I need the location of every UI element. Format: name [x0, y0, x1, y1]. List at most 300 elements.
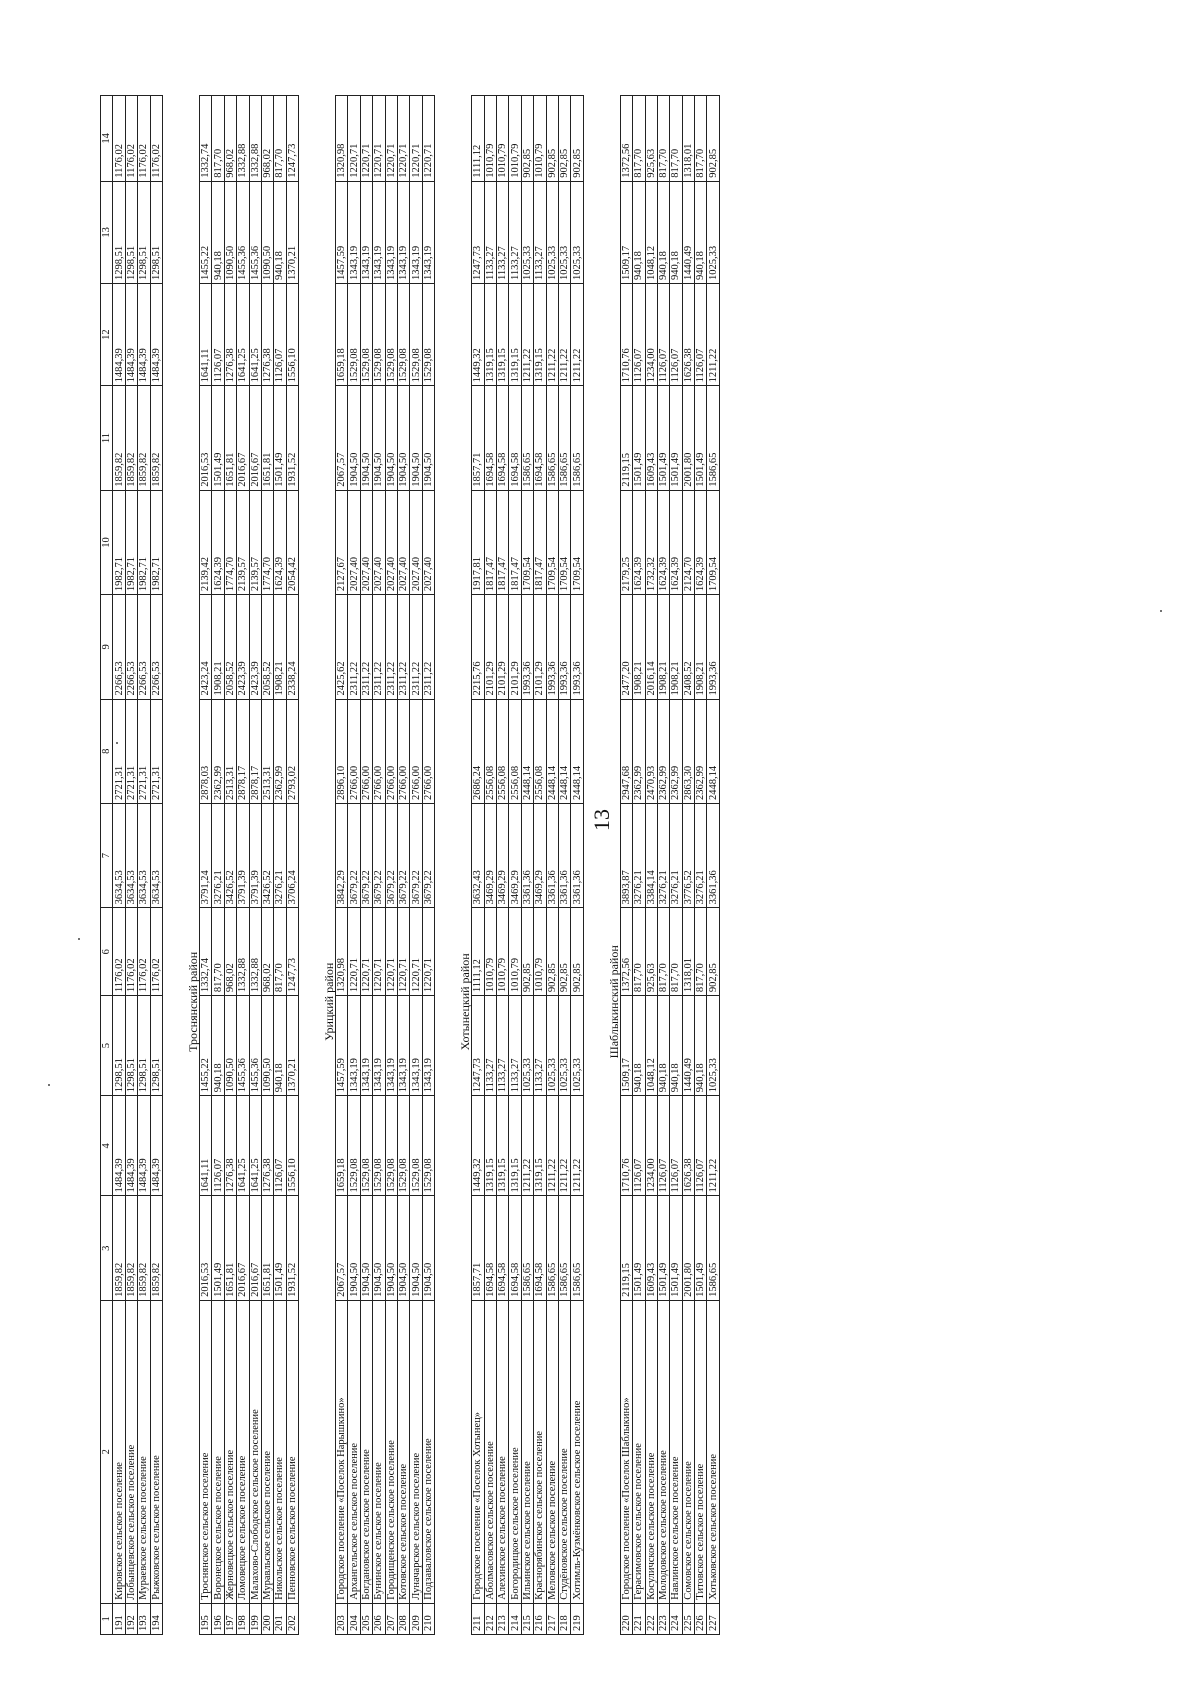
- value-cell: 2408,52: [682, 595, 694, 699]
- value-cell: 2513,31: [224, 699, 236, 803]
- row-number: 196: [212, 1603, 224, 1634]
- value-cell: 1529,08: [422, 1096, 434, 1196]
- value-cell: 2127,67: [336, 490, 348, 594]
- value-cell: 1908,21: [657, 595, 669, 699]
- value-cell: 2311,22: [398, 595, 410, 699]
- value-cell: 1025,33: [558, 181, 570, 283]
- value-cell: 1220,71: [385, 96, 397, 182]
- value-cell: 1501,49: [695, 1196, 707, 1300]
- column-number: 11: [101, 386, 113, 490]
- row-number: 211: [472, 1603, 484, 1634]
- value-cell: 1859,82: [138, 1196, 150, 1300]
- table-row: [224, 96, 236, 1635]
- table-row: [360, 96, 372, 1635]
- table-row: [373, 96, 385, 1635]
- value-cell: 1904,50: [398, 386, 410, 490]
- value-cell: 2016,67: [249, 386, 261, 490]
- value-cell: 3276,21: [657, 803, 669, 907]
- column-number: 4: [101, 1096, 113, 1196]
- value-cell: 925,63: [645, 908, 657, 996]
- value-cell: 2266,53: [150, 595, 162, 699]
- value-cell: 2016,53: [199, 1196, 211, 1300]
- value-cell: 2362,99: [212, 699, 224, 803]
- value-cell: 1529,08: [360, 1096, 372, 1196]
- table-row: [398, 96, 410, 1635]
- value-cell: 1641,25: [249, 1096, 261, 1196]
- value-cell: 1220,71: [422, 908, 434, 996]
- settlement-name: Мураевское сельское поселение: [138, 1300, 150, 1603]
- row-number: 192: [125, 1603, 137, 1634]
- value-cell: 1318,01: [682, 96, 694, 182]
- value-cell: 2311,22: [348, 595, 360, 699]
- value-cell: 1318,01: [682, 908, 694, 996]
- table-row: [484, 96, 496, 1635]
- value-cell: 1332,74: [199, 908, 211, 996]
- value-cell: 925,63: [645, 96, 657, 182]
- column-number: 3: [101, 1196, 113, 1300]
- value-cell: 1817,47: [484, 490, 496, 594]
- value-cell: 1298,51: [138, 996, 150, 1096]
- value-cell: 1931,52: [286, 1196, 298, 1300]
- value-cell: 2027,40: [373, 490, 385, 594]
- settlement-name: Студёновское сельское поселение: [558, 1300, 570, 1603]
- value-cell: 1319,15: [496, 284, 508, 386]
- column-number: 14: [101, 96, 113, 182]
- value-cell: 1090,50: [224, 996, 236, 1096]
- value-cell: 1484,39: [113, 1096, 125, 1196]
- value-cell: 968,02: [224, 96, 236, 182]
- row-number: 202: [286, 1603, 298, 1634]
- row-number: 214: [509, 1603, 521, 1634]
- value-cell: 1641,25: [249, 284, 261, 386]
- rotated-table-container: [100, 95, 850, 1635]
- value-cell: 1370,21: [286, 996, 298, 1096]
- row-number: 221: [633, 1603, 645, 1634]
- value-cell: 1651,81: [261, 386, 273, 490]
- table-row: [558, 96, 570, 1635]
- row-number: 224: [670, 1603, 682, 1634]
- value-cell: 1641,25: [237, 284, 249, 386]
- value-cell: 1904,50: [360, 1196, 372, 1300]
- value-cell: 1010,79: [484, 908, 496, 996]
- value-cell: 1624,39: [670, 490, 682, 594]
- value-cell: 1732,32: [645, 490, 657, 594]
- value-cell: 1126,07: [212, 1096, 224, 1196]
- value-cell: 1484,39: [138, 284, 150, 386]
- column-number: 13: [101, 181, 113, 283]
- value-cell: 3276,21: [212, 803, 224, 907]
- value-cell: 1904,50: [422, 386, 434, 490]
- value-cell: 2119,15: [620, 386, 632, 490]
- value-cell: 1025,33: [558, 996, 570, 1096]
- value-cell: 1509,17: [620, 996, 632, 1096]
- settlement-name: Титовское сельское поселение: [695, 1300, 707, 1603]
- value-cell: 1982,71: [138, 490, 150, 594]
- value-cell: 1641,25: [237, 1096, 249, 1196]
- header-row: [101, 96, 113, 1635]
- row-number: 213: [496, 1603, 508, 1634]
- table-row: [348, 96, 360, 1635]
- value-cell: 1126,07: [274, 284, 286, 386]
- value-cell: 2001,80: [682, 386, 694, 490]
- value-cell: 3679,22: [360, 803, 372, 907]
- value-cell: 1624,39: [633, 490, 645, 594]
- value-cell: 3679,22: [410, 803, 422, 907]
- value-cell: 2470,93: [645, 699, 657, 803]
- value-cell: 1709,54: [558, 490, 570, 594]
- table-row: [410, 96, 422, 1635]
- value-cell: 3842,29: [336, 803, 348, 907]
- value-cell: 1982,71: [125, 490, 137, 594]
- value-cell: 1710,76: [620, 1096, 632, 1196]
- value-cell: 1176,02: [138, 96, 150, 182]
- value-cell: 2947,68: [620, 699, 632, 803]
- value-cell: 1220,71: [360, 908, 372, 996]
- value-cell: 1111,12: [472, 908, 484, 996]
- value-cell: 1904,50: [373, 1196, 385, 1300]
- table-row: [237, 96, 249, 1635]
- spacer-cell: [583, 96, 608, 1635]
- value-cell: 2425,62: [336, 595, 348, 699]
- value-cell: 1370,21: [286, 181, 298, 283]
- value-cell: 2686,24: [472, 699, 484, 803]
- value-cell: 1343,19: [373, 181, 385, 283]
- row-number: 209: [410, 1603, 422, 1634]
- value-cell: 1694,58: [509, 1196, 521, 1300]
- value-cell: 2058,52: [261, 595, 273, 699]
- value-cell: 2338,24: [286, 595, 298, 699]
- value-cell: 1133,27: [484, 996, 496, 1096]
- value-cell: 1126,07: [657, 1096, 669, 1196]
- value-cell: 1694,58: [509, 386, 521, 490]
- value-cell: 1651,81: [224, 1196, 236, 1300]
- value-cell: 3791,39: [249, 803, 261, 907]
- value-cell: 2179,25: [620, 490, 632, 594]
- row-number: 200: [261, 1603, 273, 1634]
- value-cell: 1694,58: [484, 386, 496, 490]
- value-cell: 1211,22: [521, 284, 533, 386]
- value-cell: 1455,22: [199, 181, 211, 283]
- row-number: 212: [484, 1603, 496, 1634]
- value-cell: 1982,71: [150, 490, 162, 594]
- tariff-table: [100, 95, 720, 1635]
- value-cell: 1904,50: [373, 386, 385, 490]
- value-cell: 2362,99: [633, 699, 645, 803]
- value-cell: 1133,27: [496, 181, 508, 283]
- value-cell: 1025,33: [546, 181, 558, 283]
- value-cell: 1857,71: [472, 386, 484, 490]
- page-number: 13: [589, 809, 614, 831]
- value-cell: 1211,22: [546, 284, 558, 386]
- value-cell: 1372,56: [620, 908, 632, 996]
- value-cell: 1586,65: [707, 1196, 719, 1300]
- settlement-name: Жерновецкое сельское поселение: [224, 1300, 236, 1603]
- value-cell: 1556,10: [286, 1096, 298, 1196]
- value-cell: 1484,39: [125, 1096, 137, 1196]
- table-row: [633, 96, 645, 1635]
- row-number: 222: [645, 1603, 657, 1634]
- row-number: 199: [249, 1603, 261, 1634]
- value-cell: 1343,19: [348, 181, 360, 283]
- value-cell: 3361,36: [521, 803, 533, 907]
- value-cell: 3634,53: [125, 803, 137, 907]
- district-lead: [187, 1096, 200, 1635]
- value-cell: 2266,53: [113, 595, 125, 699]
- value-cell: 1343,19: [348, 996, 360, 1096]
- value-cell: 1298,51: [150, 181, 162, 283]
- value-cell: 1220,71: [398, 96, 410, 182]
- value-cell: 3469,29: [534, 803, 546, 907]
- value-cell: 1220,71: [422, 96, 434, 182]
- value-cell: 1694,58: [496, 1196, 508, 1300]
- settlement-name: Навлинское сельское поселение: [670, 1300, 682, 1603]
- settlement-name: Городищенское сельское поселение: [385, 1300, 397, 1603]
- value-cell: 1904,50: [348, 386, 360, 490]
- table-row: [249, 96, 261, 1635]
- value-cell: 1709,54: [571, 490, 583, 594]
- value-cell: 1904,50: [348, 1196, 360, 1300]
- column-number: 10: [101, 490, 113, 594]
- value-cell: 1176,02: [138, 908, 150, 996]
- value-cell: 1133,27: [534, 181, 546, 283]
- value-cell: 1529,08: [373, 284, 385, 386]
- value-cell: 2139,57: [237, 490, 249, 594]
- value-cell: 1641,11: [199, 284, 211, 386]
- value-cell: 3384,14: [645, 803, 657, 907]
- value-cell: 3469,29: [509, 803, 521, 907]
- value-cell: 1586,65: [521, 386, 533, 490]
- value-cell: 3632,43: [472, 803, 484, 907]
- value-cell: 1694,58: [496, 386, 508, 490]
- value-cell: 2793,02: [286, 699, 298, 803]
- value-cell: 3426,52: [261, 803, 273, 907]
- value-cell: 940,18: [670, 996, 682, 1096]
- value-cell: 817,70: [657, 908, 669, 996]
- value-cell: 1220,71: [373, 908, 385, 996]
- value-cell: 1298,51: [113, 996, 125, 1096]
- table-row: [670, 96, 682, 1635]
- value-cell: 2311,22: [410, 595, 422, 699]
- value-cell: 1319,15: [484, 1096, 496, 1196]
- settlement-name: Аболмасовское сельское поселение: [484, 1300, 496, 1603]
- settlement-name: Троснянское сельское поселение: [199, 1300, 211, 1603]
- value-cell: 817,70: [633, 908, 645, 996]
- settlement-name: Молодовское сельское поселение: [657, 1300, 669, 1603]
- value-cell: 1220,71: [348, 908, 360, 996]
- value-cell: 2027,40: [385, 490, 397, 594]
- spacer-cell: [299, 96, 324, 1635]
- group-spacer: [435, 96, 460, 1635]
- value-cell: 1332,88: [249, 96, 261, 182]
- value-cell: 2721,31: [113, 699, 125, 803]
- value-cell: 2423,39: [237, 595, 249, 699]
- value-cell: 902,85: [707, 96, 719, 182]
- table-row: [286, 96, 298, 1635]
- scan-speck: [78, 938, 80, 940]
- value-cell: 1859,82: [150, 1196, 162, 1300]
- value-cell: 1220,71: [410, 908, 422, 996]
- value-cell: 1993,36: [707, 595, 719, 699]
- settlement-name: Котовское сельское поселение: [398, 1300, 410, 1603]
- value-cell: 1586,65: [546, 1196, 558, 1300]
- value-cell: 940,18: [633, 181, 645, 283]
- settlement-name: Ломовецкое сельское поселение: [237, 1300, 249, 1603]
- value-cell: 2266,53: [125, 595, 137, 699]
- value-cell: 1651,81: [224, 386, 236, 490]
- table-row: [546, 96, 558, 1635]
- value-cell: 1694,58: [534, 1196, 546, 1300]
- column-number: 12: [101, 284, 113, 386]
- scan-speck: [1160, 610, 1162, 612]
- value-cell: 1904,50: [410, 386, 422, 490]
- row-number: 220: [620, 1603, 632, 1634]
- row-number: 203: [336, 1603, 348, 1634]
- value-cell: 1694,58: [484, 1196, 496, 1300]
- spacer-cell: [435, 96, 460, 1635]
- value-cell: 1298,51: [138, 181, 150, 283]
- value-cell: 1343,19: [385, 996, 397, 1096]
- value-cell: 902,85: [521, 908, 533, 996]
- value-cell: 2101,29: [484, 595, 496, 699]
- value-cell: 1904,50: [385, 386, 397, 490]
- value-cell: 1455,36: [249, 181, 261, 283]
- value-cell: 1319,15: [534, 284, 546, 386]
- value-cell: 817,70: [657, 96, 669, 182]
- value-cell: 2067,57: [336, 386, 348, 490]
- value-cell: 1133,27: [534, 996, 546, 1096]
- value-cell: 1276,38: [224, 1096, 236, 1196]
- value-cell: 940,18: [212, 996, 224, 1096]
- value-cell: 1133,27: [509, 181, 521, 283]
- value-cell: 1220,71: [373, 96, 385, 182]
- value-cell: 1048,12: [645, 181, 657, 283]
- value-cell: 1484,39: [125, 284, 137, 386]
- value-cell: 1586,65: [558, 386, 570, 490]
- value-cell: 1774,70: [261, 490, 273, 594]
- value-cell: 2058,52: [224, 595, 236, 699]
- value-cell: 1908,21: [670, 595, 682, 699]
- value-cell: 902,85: [707, 908, 719, 996]
- settlement-name: Муравльское сельское поселение: [261, 1300, 273, 1603]
- value-cell: 1529,08: [422, 284, 434, 386]
- settlement-name: Хотимль-Кузмёнковское сельское поселение: [571, 1300, 583, 1603]
- value-cell: 902,85: [521, 96, 533, 182]
- table-row: [496, 96, 508, 1635]
- value-cell: 2766,00: [398, 699, 410, 803]
- table-row: [113, 96, 125, 1635]
- value-cell: 3276,21: [274, 803, 286, 907]
- value-cell: 1641,11: [199, 1096, 211, 1196]
- value-cell: 1133,27: [496, 996, 508, 1096]
- value-cell: 2513,31: [261, 699, 273, 803]
- value-cell: 940,18: [274, 996, 286, 1096]
- value-cell: 3361,36: [571, 803, 583, 907]
- value-cell: 1234,00: [645, 1096, 657, 1196]
- value-cell: 1010,79: [496, 908, 508, 996]
- value-cell: 1343,19: [360, 996, 372, 1096]
- value-cell: 1211,22: [558, 284, 570, 386]
- value-cell: 1220,71: [385, 908, 397, 996]
- value-cell: 1609,43: [645, 1196, 657, 1300]
- column-number: 9: [101, 595, 113, 699]
- value-cell: 1904,50: [410, 1196, 422, 1300]
- value-cell: 1126,07: [670, 284, 682, 386]
- district-trail: [187, 96, 200, 908]
- value-cell: 2124,70: [682, 490, 694, 594]
- value-cell: 1586,65: [558, 1196, 570, 1300]
- settlement-name: Алехинское сельское поселение: [496, 1300, 508, 1603]
- value-cell: 1320,98: [336, 96, 348, 182]
- value-cell: 2054,42: [286, 490, 298, 594]
- value-cell: 3361,36: [546, 803, 558, 907]
- district-name: Шаблыкинский район: [606, 945, 621, 1059]
- row-number: 226: [695, 1603, 707, 1634]
- value-cell: 1609,43: [645, 386, 657, 490]
- group-spacer: [583, 96, 608, 1635]
- value-cell: 1501,49: [670, 1196, 682, 1300]
- row-number: 218: [558, 1603, 570, 1634]
- value-cell: 2448,14: [707, 699, 719, 803]
- district-heading-row: [608, 96, 621, 1635]
- value-cell: 1025,33: [707, 181, 719, 283]
- value-cell: 1501,49: [212, 1196, 224, 1300]
- value-cell: 1659,18: [336, 1096, 348, 1196]
- table-body: [101, 96, 720, 1635]
- district-trail: [323, 96, 336, 908]
- value-cell: 1455,36: [237, 996, 249, 1096]
- value-cell: 1624,39: [212, 490, 224, 594]
- value-cell: 3469,29: [496, 803, 508, 907]
- value-cell: 1904,50: [398, 1196, 410, 1300]
- row-number: 225: [682, 1603, 694, 1634]
- value-cell: 1626,38: [682, 284, 694, 386]
- value-cell: 2721,31: [138, 699, 150, 803]
- value-cell: 1010,79: [509, 908, 521, 996]
- value-cell: 2878,17: [249, 699, 261, 803]
- value-cell: 1343,19: [360, 181, 372, 283]
- value-cell: 2448,14: [546, 699, 558, 803]
- value-cell: 2863,30: [682, 699, 694, 803]
- value-cell: 1133,27: [484, 181, 496, 283]
- value-cell: 1010,79: [534, 96, 546, 182]
- value-cell: 1529,08: [360, 284, 372, 386]
- district-name: Хотынецкий район: [458, 953, 473, 1051]
- value-cell: 1247,73: [286, 96, 298, 182]
- settlement-name: Архангельское сельское поселение: [348, 1300, 360, 1603]
- settlement-name: Хотьковское сельское поселение: [707, 1300, 719, 1603]
- table-row: [509, 96, 521, 1635]
- value-cell: 1586,65: [707, 386, 719, 490]
- value-cell: 1457,59: [336, 996, 348, 1096]
- value-cell: 1010,79: [484, 96, 496, 182]
- value-cell: 1908,21: [212, 595, 224, 699]
- district-trail: [459, 96, 472, 908]
- value-cell: 2766,00: [422, 699, 434, 803]
- value-cell: 2016,67: [249, 1196, 261, 1300]
- value-cell: 1048,12: [645, 996, 657, 1096]
- value-cell: 1320,98: [336, 908, 348, 996]
- value-cell: 1993,36: [558, 595, 570, 699]
- value-cell: 1859,82: [113, 386, 125, 490]
- value-cell: 1298,51: [125, 996, 137, 1096]
- column-number: 5: [101, 996, 113, 1096]
- value-cell: 2362,99: [274, 699, 286, 803]
- value-cell: 3791,39: [237, 803, 249, 907]
- value-cell: 1501,49: [657, 386, 669, 490]
- table-row: [620, 96, 632, 1635]
- row-number: 198: [237, 1603, 249, 1634]
- table-row: [657, 96, 669, 1635]
